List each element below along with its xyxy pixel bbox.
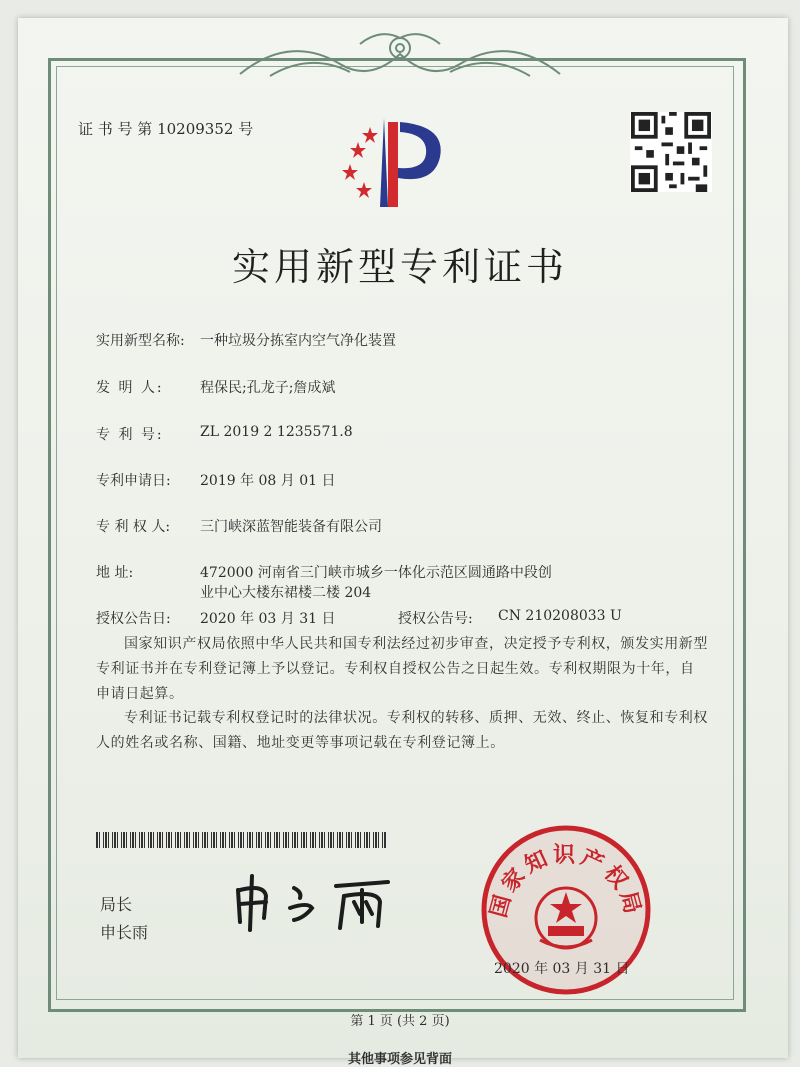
cnipa-logo-icon — [328, 112, 458, 212]
field-value-patent-number: ZL 2019 2 1235571.8 — [200, 424, 353, 440]
field-value-application-date: 2019 年 08 月 01 日 — [200, 473, 336, 489]
field-label-patentee: 专 利 权 人: — [96, 519, 171, 535]
field-label-utility-name: 实用新型名称: — [96, 333, 185, 349]
field-value-utility-name: 一种垃圾分拣室内空气净化装置 — [200, 333, 396, 349]
seal-date: 2020 年 03 月 31 日 — [494, 961, 630, 977]
field-label-patent-number: 专 利 号: — [96, 427, 164, 443]
qr-code — [630, 112, 712, 192]
field-value-patentee: 三门峡深蓝智能装备有限公司 — [200, 519, 382, 535]
director-name: 申长雨 — [100, 923, 149, 942]
field-value-address-line2: 业中心大楼东裙楼二楼 204 — [200, 585, 372, 601]
seal-text: 国家知识产权局 — [486, 843, 646, 921]
statement-paragraph-2: 专利证书记载专利权登记时的法律状况。专利权的转移、质押、无效、终止、恢复和专利权人的姓名或名称、国籍、地址变更等事项记载在专利登记簿上。 — [96, 710, 708, 751]
barcode — [96, 832, 386, 848]
field-label-inventors: 发 明 人: — [96, 380, 164, 396]
field-value-inventors: 程保民;孔龙子;詹成斌 — [200, 380, 336, 396]
page-info: 第 1 页 (共 2 页) — [350, 1014, 450, 1029]
field-label-application-date: 专利申请日: — [96, 473, 171, 489]
statement-paragraph-1: 国家知识产权局依照中华人民共和国专利法经过初步审查，决定授予专利权，颁发实用新型专利证书并在专利登记簿上予以登记。专利权自授权公告之日起生效。专利权期限为十年，自申请日起算。 — [96, 636, 708, 702]
grant-number-value: CN 210208033 U — [498, 608, 622, 624]
grant-number-label: 授权公告号: — [398, 611, 473, 627]
top-ornament — [230, 24, 570, 88]
certificate-number: 证 书 号 第 10209352 号 — [78, 120, 254, 138]
certificate-title: 实用新型专利证书 — [231, 245, 568, 289]
grant-date-label: 授权公告日: — [96, 611, 171, 627]
field-value-address-line1: 472000 河南省三门峡市城乡一体化示范区圆通路中段创 — [200, 565, 552, 581]
grant-date-value: 2020 年 03 月 31 日 — [200, 611, 336, 627]
director-signature — [228, 872, 418, 932]
back-note: 其他事项参见背面 — [347, 1052, 452, 1067]
field-label-address: 地 址: — [96, 565, 134, 581]
director-title: 局长 — [100, 895, 133, 914]
